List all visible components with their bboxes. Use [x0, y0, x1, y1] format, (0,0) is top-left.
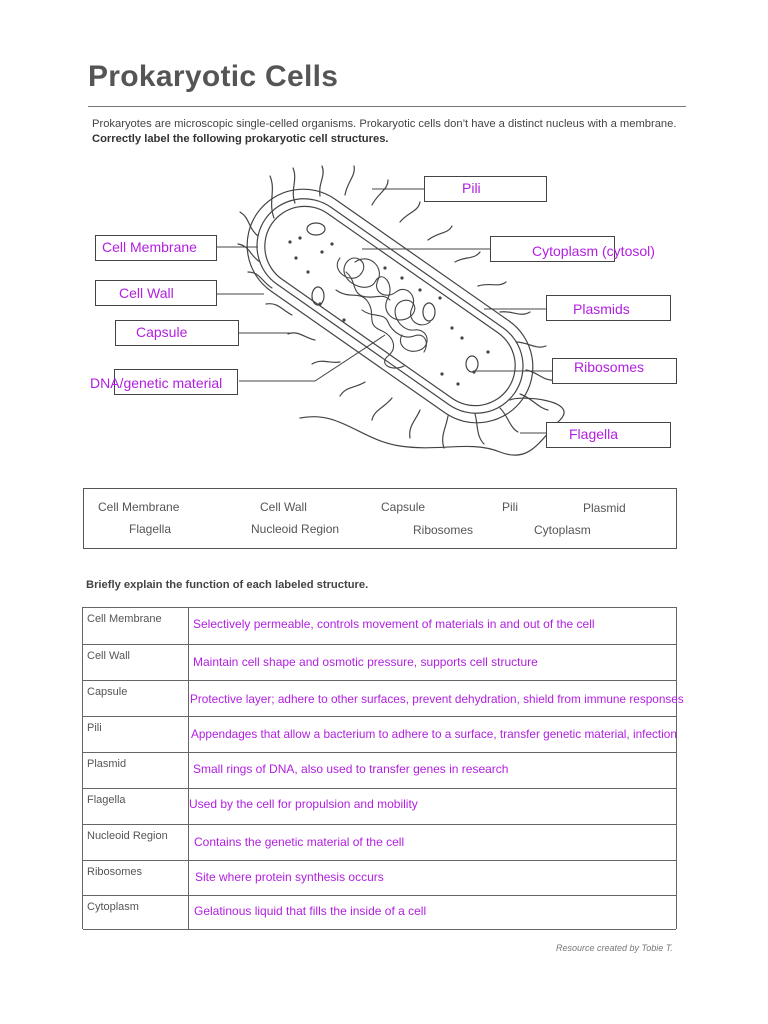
structure-name: Ribosomes [87, 866, 143, 878]
label-box-pili [424, 176, 547, 202]
label-cell-membrane: Cell Membrane [102, 239, 197, 255]
label-ribosomes: Ribosomes [574, 359, 645, 375]
resource-credit: Resource created by Tobie T. [556, 943, 673, 953]
label-cytoplasm: Cytoplasm (cytosol) [532, 243, 655, 259]
intro-text [92, 117, 692, 147]
answer-cell-wall: Maintain cell shape and osmotic pressure, supports cell structure [193, 655, 538, 669]
answer-capsule: Protective layer; adhere to other surfaces, prevent dehydration, shield from immune responses [190, 692, 684, 706]
intro-instruction: Correctly label the following prokaryotic cell structures. [92, 133, 389, 145]
word-bank-item: Cell Membrane [98, 500, 180, 514]
structure-name: Pili [87, 722, 102, 734]
explain-prompt: Briefly explain the function of each labeled structure. [86, 579, 369, 591]
structure-name: Cell Wall [87, 650, 130, 662]
structure-name: Plasmid [87, 758, 127, 770]
pili-strands [238, 166, 556, 448]
word-bank [83, 488, 677, 549]
answer-plasmid: Small rings of DNA, also used to transfer genes in research [193, 762, 509, 776]
word-bank-item: Cytoplasm [534, 523, 591, 537]
word-bank-item: Plasmid [583, 501, 626, 515]
flagellum [300, 398, 564, 455]
plasmid-1 [307, 223, 325, 235]
page-title: Prokaryotic Cells [88, 60, 339, 93]
nucleoid-dna [336, 258, 430, 368]
answer-cytoplasm: Gelatinous liquid that fills the inside of a cell [194, 904, 427, 918]
plasmid-2 [312, 287, 324, 305]
structure-name: Nucleoid Region [87, 830, 168, 842]
label-flagella: Flagella [569, 426, 619, 442]
answer-flagella: Used by the cell for propulsion and mobility [189, 797, 418, 811]
structure-name: Flagella [87, 794, 126, 806]
structure-name: Cell Membrane [87, 613, 162, 625]
cell-wall-layer [239, 180, 542, 431]
intro-plain: Prokaryotes are microscopic single-celled organisms. Prokaryotic cells don’t have a distinct nucleus with a membrane. [92, 118, 677, 130]
answer-nucleoid-region: Contains the genetic material of the cell [194, 835, 405, 849]
label-cell-wall: Cell Wall [119, 285, 174, 301]
word-bank-item: Cell Wall [260, 500, 307, 514]
word-bank-item: Nucleoid Region [251, 522, 340, 536]
word-bank-item: Pili [502, 500, 519, 514]
plasmid-4 [466, 356, 478, 372]
answer-ribosomes: Site where protein synthesis occurs [195, 870, 384, 884]
plasmid-3 [423, 303, 435, 321]
structure-name: Cytoplasm [87, 901, 139, 913]
label-capsule: Capsule [136, 324, 188, 340]
structure-name: Capsule [87, 686, 128, 698]
answer-pili: Appendages that allow a bacterium to adhere to a surface, transfer genetic material, infection [191, 727, 677, 741]
label-plasmids: Plasmids [573, 301, 630, 317]
word-bank-item: Flagella [129, 522, 172, 536]
cell-diagram [0, 160, 768, 480]
label-pili: Pili [462, 180, 481, 196]
word-bank-item: Capsule [381, 500, 426, 514]
label-dna: DNA/genetic material [90, 375, 223, 391]
title-rule [88, 106, 686, 107]
answer-cell-membrane: Selectively permeable, controls movement of materials in and out of the cell [193, 617, 595, 631]
word-bank-item: Ribosomes [413, 523, 474, 537]
